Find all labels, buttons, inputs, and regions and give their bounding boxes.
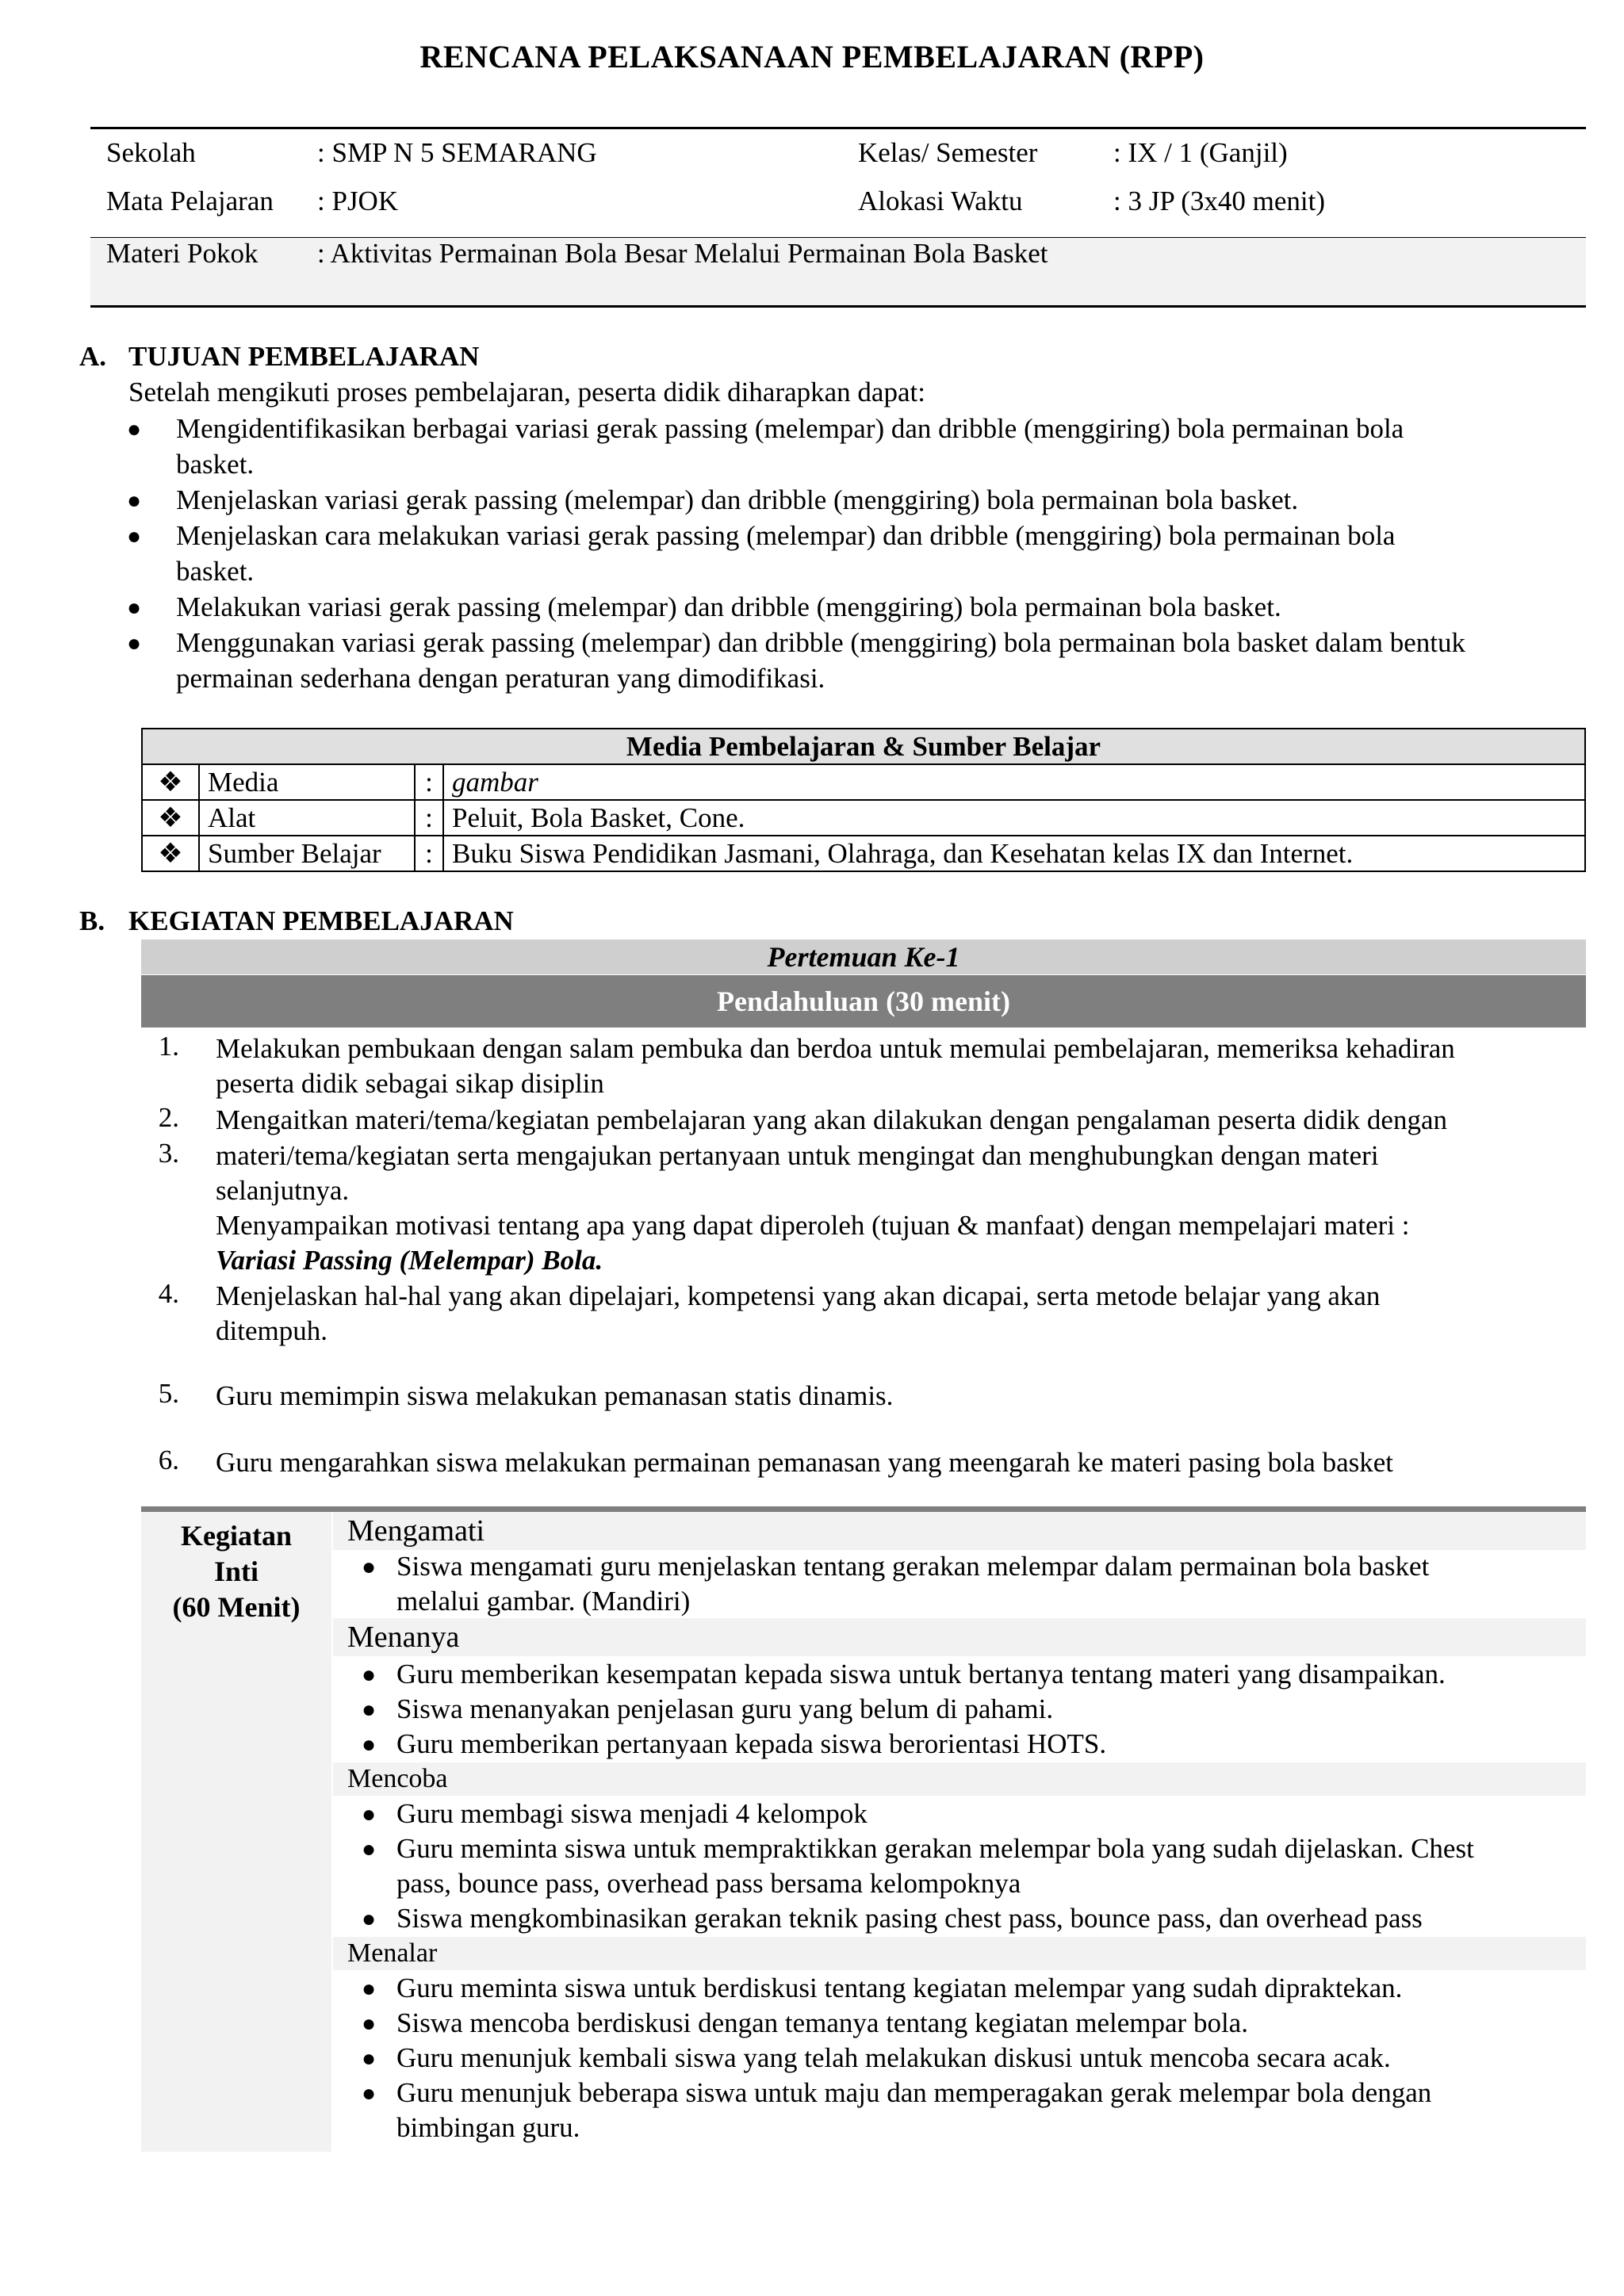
activity-text: Siswa mencoba berdiskusi dengan temanya tentang kegiatan melempar bola. (396, 2007, 1248, 2038)
bullet-icon: ● (127, 630, 142, 656)
table-row (142, 764, 1585, 800)
step-number: 6. (158, 1445, 179, 1475)
step-text: ditempuh. (216, 1315, 327, 1346)
bullet-icon: ● (362, 1976, 377, 2002)
step-text: materi/tema/kegiatan serta mengajukan pertanyaan untuk mengingat dan menghubungkan dengan materi (216, 1140, 1379, 1171)
section-b-letter: B. (79, 905, 105, 936)
objective-text: basket. (176, 449, 255, 480)
pertemuan-bar: Pertemuan Ke-1 (141, 939, 1586, 974)
subheading-mengamati: Mengamati (333, 1512, 1586, 1550)
identity-block (90, 127, 1586, 308)
step-text: Mengaitkan materi/tema/kegiatan pembelajaran yang akan dilakukan dengan pengalaman peserta didik dengan (216, 1104, 1447, 1135)
inti-label-line: Kegiatan (181, 1520, 292, 1552)
activity-text: Guru memberikan pertanyaan kepada siswa berorientasi HOTS. (396, 1728, 1107, 1759)
colon: : (415, 836, 443, 871)
bullet-icon: ● (127, 416, 142, 442)
activity-text: Guru meminta siswa untuk mempraktikkan gerakan melempar bola yang sudah dijelaskan. Chest (396, 1833, 1474, 1864)
sekolah-value: : SMP N 5 SEMARANG (317, 137, 597, 168)
activity-text: Guru membagi siswa menjadi 4 kelompok (396, 1798, 868, 1829)
step-text: Guru mengarahkan siswa melakukan permainan pemanasan yang meengarah ke materi pasing bola basket (216, 1447, 1394, 1478)
section-a-intro: Setelah mengikuti proses pembelajaran, peserta didik diharapkan dapat: (128, 377, 925, 408)
alokasi-value: : 3 JP (3x40 menit) (1113, 186, 1326, 216)
sekolah-label: Sekolah (106, 137, 196, 168)
activity-text: pass, bounce pass, overhead pass bersama kelompoknya (396, 1868, 1021, 1899)
activity-text: Siswa mengamati guru menjelaskan tentang gerakan melempar dalam permainan bola basket (396, 1551, 1430, 1582)
bullet-icon: ● (362, 1801, 377, 1827)
colon: : (415, 764, 443, 800)
diamond-bullet-icon: ❖ (142, 800, 199, 836)
bullet-icon: ● (127, 488, 142, 514)
objective-text: Menjelaskan variasi gerak passing (melempar) dan dribble (menggiring) bola permainan bola basket. (176, 484, 1299, 515)
diamond-bullet-icon: ❖ (142, 836, 199, 871)
step-text: Menjelaskan hal-hal yang akan dipelajari, kompetensi yang akan dicapai, serta metode belajar yang akan (216, 1280, 1381, 1311)
objective-text: Melakukan variasi gerak passing (melempar) dan dribble (menggiring) bola permainan bola basket. (176, 591, 1281, 622)
objective-text: Menggunakan variasi gerak passing (melempar) dan dribble (menggiring) bola permainan bola basket dalam bentuk (176, 627, 1465, 658)
subheading-mencoba: Mencoba (333, 1762, 1586, 1796)
materi-label: Materi Pokok (106, 238, 259, 269)
bullet-icon: ● (362, 1732, 377, 1758)
colon: : (415, 800, 443, 836)
step-number: 1. (158, 1031, 179, 1062)
pendahuluan-bar: Pendahuluan (30 menit) (141, 975, 1586, 1027)
materi-value: : Aktivitas Permainan Bola Besar Melalui Permainan Bola Basket (317, 238, 1048, 269)
bullet-icon: ● (362, 2045, 377, 2072)
step-number: 5. (158, 1378, 179, 1409)
mapel-value: : PJOK (317, 186, 399, 216)
activity-text: Siswa menanyakan penjelasan guru yang belum di pahami. (396, 1693, 1054, 1724)
page-title: RENCANA PELAKSANAAN PEMBELAJARAN (RPP) (419, 39, 1205, 75)
bullet-icon: ● (362, 1906, 377, 1932)
kelas-label: Kelas/ Semester (858, 137, 1038, 168)
activity-text: Guru memberikan kesempatan kepada siswa untuk bertanya tentang materi yang disampaikan. (396, 1659, 1446, 1689)
step-number: 4. (158, 1278, 179, 1309)
section-a-heading: TUJUAN PEMBELAJARAN (128, 341, 480, 372)
inti-label-line: Inti (213, 1556, 259, 1587)
inti-top-border (141, 1506, 1586, 1512)
mapel-label: Mata Pelajaran (106, 186, 274, 216)
bullet-icon: ● (362, 2080, 377, 2107)
activity-text: Guru menunjuk beberapa siswa untuk maju dan memperagakan gerak melempar bola dengan (396, 2077, 1432, 2108)
objective-text: Menjelaskan cara melakukan variasi gerak passing (melempar) dan dribble (menggiring) bola permainan bola (176, 520, 1396, 551)
objective-text: permainan sederhana dengan peraturan yang dimodifikasi. (176, 663, 825, 694)
subheading-menalar: Menalar (333, 1937, 1586, 1970)
step-number: 2. (158, 1102, 179, 1133)
inti-label-line: (60 Menit) (172, 1591, 301, 1623)
step-text: peserta didik sebagai sikap disiplin (216, 1068, 604, 1099)
media-table (141, 728, 1586, 872)
bullet-icon: ● (362, 1836, 377, 1862)
bullet-icon: ● (362, 1554, 377, 1580)
alat-label: Alat (199, 800, 415, 836)
bullet-icon: ● (362, 1662, 377, 1688)
step-text: Guru memimpin siswa melakukan pemanasan statis dinamis. (216, 1380, 894, 1411)
diamond-bullet-icon: ❖ (142, 764, 199, 800)
activity-text: bimbingan guru. (396, 2112, 580, 2143)
inti-label (141, 1518, 331, 1625)
section-a-letter: A. (79, 341, 107, 372)
step-number: 3. (158, 1138, 179, 1169)
step-text-emphasis: Variasi Passing (Melempar) Bola. (216, 1245, 603, 1276)
bullet-icon: ● (362, 1697, 377, 1723)
activity-text: Guru meminta siswa untuk berdiskusi tentang kegiatan melempar yang sudah dipraktekan. (396, 1973, 1403, 2003)
bullet-icon: ● (127, 523, 142, 549)
alokasi-label: Alokasi Waktu (858, 186, 1023, 216)
step-text: Menyampaikan motivasi tentang apa yang dapat diperoleh (tujuan & manfaat) dengan mempelajari materi : (216, 1210, 1410, 1241)
objective-text: basket. (176, 556, 255, 587)
alat-value: Peluit, Bola Basket, Cone. (443, 800, 1585, 836)
subheading-menanya: Menanya (333, 1618, 1586, 1656)
objective-text: Mengidentifikasikan berbagai variasi gerak passing (melempar) dan dribble (menggiring) bola permainan bola (176, 413, 1404, 444)
media-table-header: Media Pembelajaran & Sumber Belajar (142, 729, 1585, 764)
bullet-icon: ● (362, 2011, 377, 2037)
media-label: Media (199, 764, 415, 800)
step-text: Melakukan pembukaan dengan salam pembuka dan berdoa untuk memulai pembelajaran, memeriksa kehadiran (216, 1033, 1455, 1064)
kelas-value: : IX / 1 (Ganjil) (1113, 137, 1288, 168)
sumber-value: Buku Siswa Pendidikan Jasmani, Olahraga, dan Kesehatan kelas IX dan Internet. (443, 836, 1585, 871)
activity-text: Guru menunjuk kembali siswa yang telah melakukan diskusi untuk mencoba secara acak. (396, 2042, 1391, 2073)
sumber-label: Sumber Belajar (199, 836, 415, 871)
step-text: selanjutnya. (216, 1175, 350, 1206)
table-row (142, 800, 1585, 836)
section-b-heading: KEGIATAN PEMBELAJARAN (128, 905, 514, 936)
media-value: gambar (443, 764, 1585, 800)
table-row (142, 836, 1585, 871)
activity-text: melalui gambar. (Mandiri) (396, 1586, 691, 1617)
bullet-icon: ● (127, 595, 142, 621)
activity-text: Siswa mengkombinasikan gerakan teknik pasing chest pass, bounce pass, dan overhead pass (396, 1903, 1423, 1934)
